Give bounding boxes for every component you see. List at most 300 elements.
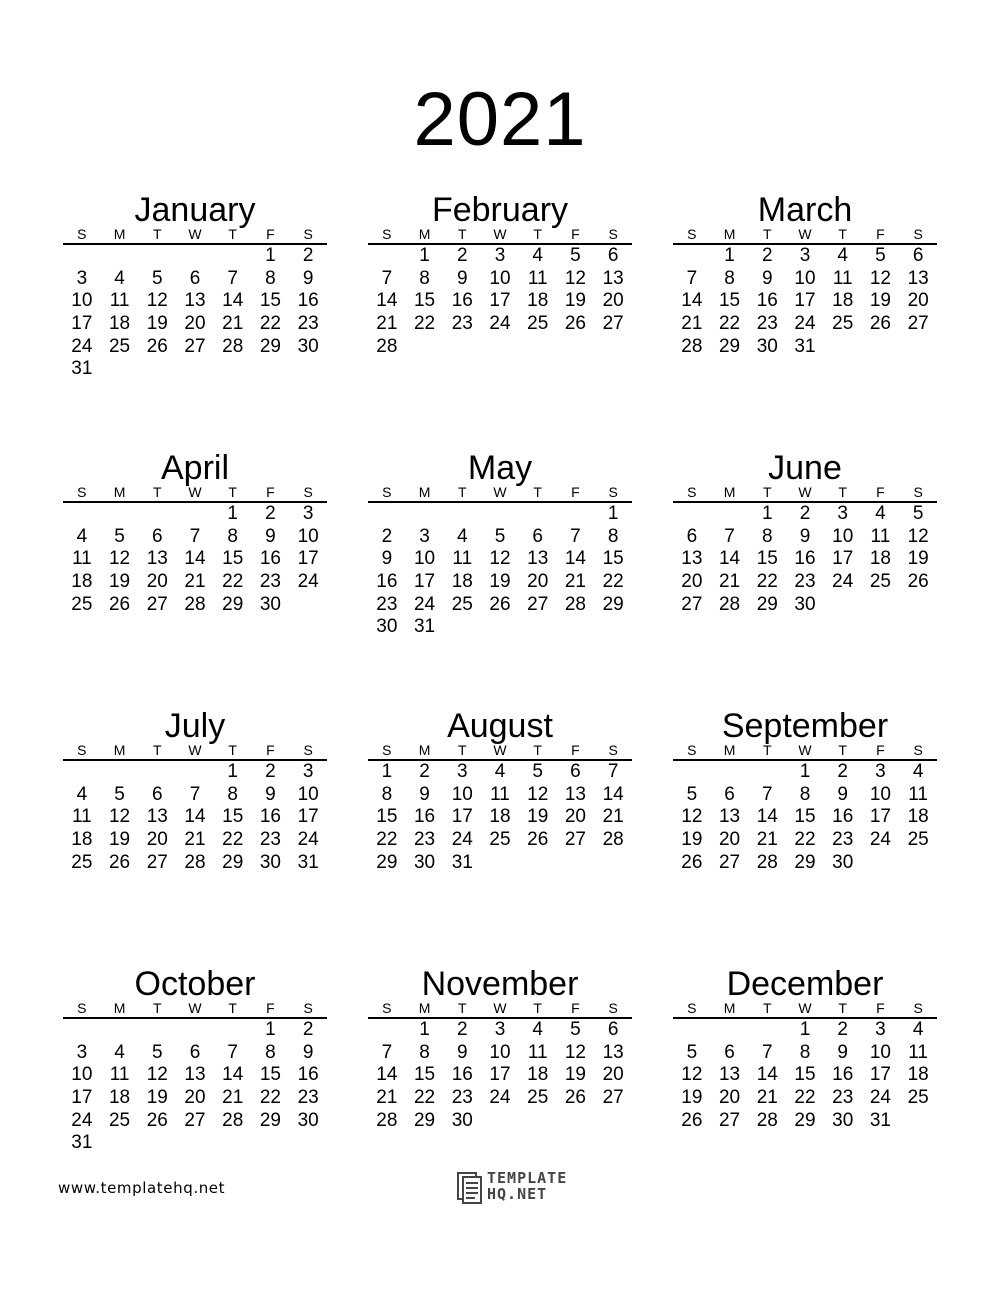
weekday-header: S bbox=[608, 742, 618, 758]
day-grid bbox=[673, 503, 937, 616]
day-cell: 25 bbox=[527, 1087, 549, 1109]
day-cell: 11 bbox=[870, 525, 891, 547]
month-name: November bbox=[421, 965, 579, 1003]
empty-day-cell bbox=[368, 1019, 406, 1042]
day-cell: 24 bbox=[869, 829, 891, 851]
day-cell: 19 bbox=[146, 313, 168, 335]
day-grid bbox=[63, 245, 327, 381]
weekday-header: S bbox=[77, 742, 87, 758]
weekday-header: M bbox=[723, 226, 736, 242]
day-cell: 3 bbox=[494, 245, 506, 266]
day-cell: 12 bbox=[564, 1041, 586, 1063]
day-cell: 21 bbox=[718, 571, 741, 593]
day-cell: 15 bbox=[794, 806, 816, 828]
day-cell: 26 bbox=[681, 851, 703, 873]
day-cell: 13 bbox=[184, 290, 206, 312]
footer-url[interactable]: www.templatehq.net bbox=[58, 1179, 226, 1197]
logo-line-2: HQ.NET bbox=[487, 1185, 548, 1203]
weekday-header: T bbox=[533, 226, 542, 242]
day-cell: 31 bbox=[869, 1109, 891, 1131]
day-cell: 9 bbox=[837, 783, 848, 805]
month-name: August bbox=[447, 707, 553, 745]
weekday-header: S bbox=[687, 742, 697, 758]
day-cell: 28 bbox=[718, 593, 741, 615]
weekday-header: T bbox=[153, 226, 162, 242]
day-cell: 20 bbox=[527, 571, 549, 593]
day-cell: 26 bbox=[108, 593, 131, 615]
day-cell: 4 bbox=[875, 503, 886, 524]
day-cell: 21 bbox=[681, 313, 703, 335]
day-cell: 19 bbox=[681, 1087, 703, 1109]
day-cell: 8 bbox=[265, 267, 276, 289]
day-cell: 18 bbox=[451, 571, 473, 593]
day-cell: 14 bbox=[564, 548, 586, 570]
day-cell: 7 bbox=[227, 267, 238, 289]
weekday-header: S bbox=[77, 226, 87, 242]
day-cell: 29 bbox=[222, 593, 244, 615]
empty-day-cell bbox=[63, 245, 101, 268]
day-cell: 15 bbox=[222, 548, 244, 570]
day-cell: 2 bbox=[799, 503, 811, 524]
day-cell: 11 bbox=[452, 548, 473, 570]
day-cell: 14 bbox=[184, 548, 206, 570]
weekday-header: W bbox=[798, 1000, 812, 1016]
weekday-header: W bbox=[188, 1000, 202, 1016]
day-grid bbox=[368, 245, 632, 358]
day-cell: 8 bbox=[799, 1041, 811, 1063]
day-cell: 27 bbox=[564, 829, 586, 851]
day-cell: 14 bbox=[602, 783, 624, 805]
day-cell: 27 bbox=[146, 593, 168, 615]
day-cell: 7 bbox=[381, 267, 393, 289]
day-cell: 20 bbox=[718, 1087, 741, 1109]
day-cell: 21 bbox=[756, 1087, 778, 1109]
day-cell: 23 bbox=[832, 829, 854, 851]
weekday-header: T bbox=[228, 742, 237, 758]
day-cell: 21 bbox=[756, 829, 778, 851]
empty-day-cell bbox=[214, 245, 252, 268]
day-cell: 13 bbox=[907, 267, 929, 289]
weekday-header: S bbox=[303, 1000, 313, 1016]
day-cell: 22 bbox=[794, 829, 816, 851]
day-cell: 27 bbox=[184, 335, 206, 357]
month-november bbox=[368, 964, 632, 1132]
day-cell: 8 bbox=[607, 525, 619, 547]
day-cell: 5 bbox=[532, 761, 543, 782]
day-cell: 27 bbox=[718, 851, 741, 873]
weekday-header: M bbox=[418, 484, 431, 500]
day-cell: 2 bbox=[837, 761, 848, 782]
weekday-header: M bbox=[113, 742, 126, 758]
day-cell: 10 bbox=[832, 525, 854, 547]
day-cell: 25 bbox=[527, 313, 549, 335]
month-name: April bbox=[160, 449, 230, 487]
day-cell: 21 bbox=[564, 571, 586, 593]
day-cell: 28 bbox=[184, 593, 206, 615]
day-cell: 29 bbox=[259, 1109, 281, 1131]
day-cell: 22 bbox=[259, 1087, 281, 1109]
empty-day-cell bbox=[63, 761, 101, 784]
day-cell: 8 bbox=[381, 783, 393, 805]
empty-day-cell bbox=[138, 245, 176, 268]
day-cell: 31 bbox=[413, 616, 436, 638]
month-name: February bbox=[431, 191, 569, 229]
day-cell: 2 bbox=[381, 525, 393, 547]
day-cell: 22 bbox=[602, 571, 624, 593]
weekday-header: M bbox=[418, 742, 431, 758]
day-cell: 6 bbox=[532, 525, 543, 547]
day-cell: 12 bbox=[108, 548, 131, 570]
day-cell: 27 bbox=[602, 313, 624, 335]
day-cell: 13 bbox=[718, 806, 741, 828]
day-cell: 13 bbox=[602, 1041, 624, 1063]
day-cell: 5 bbox=[570, 245, 581, 266]
day-cell: 17 bbox=[451, 806, 473, 828]
empty-day-cell bbox=[711, 1019, 749, 1042]
weekday-header: S bbox=[913, 226, 923, 242]
month-name: October bbox=[134, 965, 256, 1003]
month-name: May bbox=[467, 449, 533, 487]
month-name: December bbox=[726, 965, 884, 1003]
day-cell: 3 bbox=[419, 525, 430, 547]
day-cell: 28 bbox=[681, 335, 703, 357]
day-cell: 11 bbox=[71, 806, 92, 828]
day-cell: 16 bbox=[794, 548, 816, 570]
weekday-header: T bbox=[533, 1000, 542, 1016]
day-cell: 21 bbox=[184, 829, 206, 851]
day-cell: 5 bbox=[686, 783, 698, 805]
day-cell: 20 bbox=[602, 1064, 624, 1086]
day-cell: 8 bbox=[724, 267, 735, 289]
day-cell: 4 bbox=[76, 525, 88, 547]
empty-day-cell bbox=[214, 1019, 252, 1042]
day-cell: 14 bbox=[376, 290, 398, 312]
empty-day-cell bbox=[481, 503, 519, 526]
weekday-header: S bbox=[608, 484, 618, 500]
day-cell: 25 bbox=[108, 335, 131, 357]
weekday-header: S bbox=[382, 742, 392, 758]
day-cell: 19 bbox=[108, 571, 131, 593]
empty-day-cell bbox=[176, 761, 214, 784]
day-cell: 16 bbox=[297, 290, 319, 312]
day-cell: 15 bbox=[413, 1064, 436, 1086]
weekday-header: S bbox=[303, 484, 313, 500]
weekday-header: F bbox=[571, 742, 580, 758]
weekday-header: T bbox=[153, 742, 162, 758]
day-cell: 23 bbox=[297, 313, 319, 335]
day-cell: 18 bbox=[527, 290, 549, 312]
day-cell: 28 bbox=[184, 851, 206, 873]
day-cell: 26 bbox=[907, 571, 929, 593]
day-cell: 12 bbox=[527, 783, 549, 805]
day-cell: 10 bbox=[297, 525, 319, 547]
empty-day-cell bbox=[176, 245, 214, 268]
month-july bbox=[63, 706, 327, 874]
day-cell: 9 bbox=[381, 548, 393, 570]
day-cell: 2 bbox=[265, 761, 276, 782]
empty-day-cell bbox=[138, 761, 176, 784]
day-cell: 6 bbox=[189, 267, 201, 289]
day-cell: 16 bbox=[832, 806, 854, 828]
month-name: June bbox=[768, 449, 842, 487]
day-cell: 29 bbox=[413, 1109, 436, 1131]
day-cell: 24 bbox=[297, 571, 319, 593]
day-cell: 7 bbox=[189, 525, 201, 547]
day-cell: 16 bbox=[756, 290, 778, 312]
weekday-header: T bbox=[838, 484, 847, 500]
weekday-header: T bbox=[228, 226, 237, 242]
day-cell: 12 bbox=[681, 1064, 703, 1086]
weekday-header-row bbox=[63, 225, 327, 245]
day-cell: 4 bbox=[912, 761, 924, 782]
day-cell: 28 bbox=[602, 829, 624, 851]
day-cell: 24 bbox=[832, 571, 854, 593]
day-cell: 30 bbox=[451, 1109, 473, 1131]
day-cell: 12 bbox=[146, 290, 168, 312]
day-cell: 4 bbox=[912, 1019, 924, 1040]
day-cell: 17 bbox=[832, 548, 854, 570]
day-cell: 18 bbox=[869, 548, 891, 570]
day-cell: 20 bbox=[564, 806, 586, 828]
weekday-header: S bbox=[77, 484, 87, 500]
day-cell: 14 bbox=[756, 1064, 778, 1086]
day-cell: 17 bbox=[794, 290, 816, 312]
weekday-header: S bbox=[303, 742, 313, 758]
day-cell: 10 bbox=[71, 1064, 93, 1086]
day-cell: 19 bbox=[527, 806, 549, 828]
weekday-header: M bbox=[723, 484, 736, 500]
day-cell: 3 bbox=[76, 267, 88, 289]
day-cell: 3 bbox=[875, 1019, 886, 1040]
day-cell: 22 bbox=[756, 571, 778, 593]
day-cell: 17 bbox=[413, 571, 436, 593]
day-cell: 11 bbox=[71, 548, 92, 570]
day-cell: 11 bbox=[527, 267, 548, 289]
day-cell: 31 bbox=[451, 851, 473, 873]
day-cell: 8 bbox=[799, 783, 811, 805]
day-cell: 21 bbox=[602, 806, 624, 828]
month-may bbox=[368, 448, 632, 639]
weekday-header: T bbox=[838, 1000, 847, 1016]
day-cell: 20 bbox=[681, 571, 703, 593]
day-cell: 10 bbox=[297, 783, 319, 805]
day-cell: 12 bbox=[681, 806, 703, 828]
weekday-header: S bbox=[913, 742, 923, 758]
day-cell: 24 bbox=[297, 829, 319, 851]
weekday-header: S bbox=[382, 484, 392, 500]
day-grid bbox=[368, 761, 632, 874]
day-cell: 3 bbox=[456, 761, 468, 782]
weekday-header: T bbox=[763, 1000, 772, 1016]
weekday-header: T bbox=[458, 742, 467, 758]
day-cell: 15 bbox=[259, 290, 281, 312]
empty-day-cell bbox=[368, 503, 406, 526]
day-cell: 14 bbox=[222, 290, 244, 312]
weekday-header-row bbox=[673, 999, 937, 1019]
day-cell: 27 bbox=[527, 593, 549, 615]
day-cell: 19 bbox=[146, 1087, 168, 1109]
day-cell: 4 bbox=[76, 783, 88, 805]
day-cell: 29 bbox=[376, 851, 398, 873]
weekday-header: S bbox=[913, 484, 923, 500]
day-cell: 22 bbox=[413, 313, 436, 335]
day-grid bbox=[673, 1019, 937, 1132]
day-cell: 1 bbox=[381, 761, 393, 782]
day-cell: 16 bbox=[832, 1064, 854, 1086]
day-grid bbox=[368, 1019, 632, 1132]
weekday-header: W bbox=[798, 226, 812, 242]
day-cell: 18 bbox=[108, 313, 131, 335]
month-october bbox=[63, 964, 327, 1155]
day-grid bbox=[63, 761, 327, 874]
day-cell: 11 bbox=[832, 267, 853, 289]
day-cell: 4 bbox=[532, 245, 543, 266]
empty-day-cell bbox=[519, 503, 557, 526]
weekday-header-row bbox=[63, 483, 327, 503]
day-cell: 1 bbox=[724, 245, 735, 266]
empty-day-cell bbox=[748, 1019, 786, 1042]
day-cell: 8 bbox=[265, 1041, 276, 1063]
day-cell: 21 bbox=[222, 313, 244, 335]
day-cell: 23 bbox=[376, 593, 398, 615]
day-cell: 27 bbox=[907, 313, 929, 335]
day-cell: 23 bbox=[756, 313, 778, 335]
weekday-header: T bbox=[458, 226, 467, 242]
day-cell: 13 bbox=[602, 267, 624, 289]
day-cell: 28 bbox=[756, 1109, 778, 1131]
day-cell: 6 bbox=[686, 525, 698, 547]
weekday-header-row bbox=[368, 999, 632, 1019]
day-cell: 11 bbox=[109, 1064, 130, 1086]
day-cell: 2 bbox=[265, 503, 276, 524]
day-cell: 12 bbox=[489, 548, 511, 570]
day-cell: 22 bbox=[222, 571, 244, 593]
month-january bbox=[63, 190, 327, 381]
day-cell: 10 bbox=[451, 783, 473, 805]
day-cell: 11 bbox=[908, 1041, 928, 1063]
weekday-header: F bbox=[876, 484, 885, 500]
day-cell: 27 bbox=[681, 593, 703, 615]
weekday-header: S bbox=[608, 226, 618, 242]
day-cell: 19 bbox=[489, 571, 511, 593]
weekday-header: M bbox=[418, 226, 431, 242]
day-cell: 12 bbox=[907, 525, 929, 547]
day-cell: 20 bbox=[602, 290, 624, 312]
day-cell: 26 bbox=[869, 313, 891, 335]
day-grid bbox=[673, 245, 937, 358]
weekday-header: T bbox=[533, 484, 542, 500]
day-cell: 7 bbox=[189, 783, 201, 805]
weekday-header-row bbox=[368, 483, 632, 503]
day-cell: 24 bbox=[413, 593, 436, 615]
weekday-header: T bbox=[153, 1000, 162, 1016]
day-cell: 23 bbox=[451, 1087, 473, 1109]
day-cell: 19 bbox=[681, 829, 703, 851]
day-cell: 7 bbox=[761, 1041, 773, 1063]
day-cell: 30 bbox=[832, 1109, 854, 1131]
day-cell: 9 bbox=[302, 267, 314, 289]
month-december bbox=[673, 964, 937, 1132]
day-cell: 16 bbox=[297, 1064, 319, 1086]
day-cell: 13 bbox=[681, 548, 703, 570]
day-cell: 25 bbox=[108, 1109, 131, 1131]
day-cell: 13 bbox=[527, 548, 549, 570]
day-cell: 23 bbox=[297, 1087, 319, 1109]
weekday-header: T bbox=[763, 484, 772, 500]
weekday-header-row bbox=[63, 999, 327, 1019]
day-cell: 13 bbox=[146, 548, 168, 570]
day-cell: 2 bbox=[456, 1019, 468, 1040]
day-cell: 30 bbox=[756, 335, 778, 357]
weekday-header: F bbox=[571, 226, 580, 242]
day-cell: 19 bbox=[869, 290, 891, 312]
day-cell: 24 bbox=[869, 1087, 891, 1109]
day-cell: 6 bbox=[189, 1041, 201, 1063]
day-cell: 7 bbox=[607, 761, 619, 782]
day-cell: 7 bbox=[570, 525, 581, 547]
day-grid bbox=[63, 503, 327, 616]
day-cell: 26 bbox=[527, 829, 549, 851]
day-cell: 18 bbox=[71, 571, 93, 593]
day-cell: 12 bbox=[564, 267, 586, 289]
day-cell: 2 bbox=[419, 761, 430, 782]
weekday-header: T bbox=[153, 484, 162, 500]
day-cell: 9 bbox=[265, 783, 276, 805]
weekday-header-row bbox=[673, 741, 937, 761]
day-cell: 10 bbox=[489, 267, 511, 289]
day-cell: 25 bbox=[71, 593, 93, 615]
day-cell: 23 bbox=[832, 1087, 854, 1109]
weekday-header: S bbox=[687, 484, 697, 500]
weekday-header: S bbox=[913, 1000, 923, 1016]
day-cell: 31 bbox=[71, 1132, 93, 1154]
day-cell: 3 bbox=[302, 761, 314, 782]
day-cell: 15 bbox=[718, 290, 741, 312]
day-cell: 7 bbox=[381, 1041, 393, 1063]
day-cell: 24 bbox=[451, 829, 473, 851]
weekday-header: S bbox=[608, 1000, 618, 1016]
weekday-header: S bbox=[687, 226, 697, 242]
weekday-header: T bbox=[763, 742, 772, 758]
empty-day-cell bbox=[101, 761, 139, 784]
empty-day-cell bbox=[673, 1019, 711, 1042]
day-cell: 29 bbox=[222, 851, 244, 873]
month-name: March bbox=[757, 191, 853, 229]
day-cell: 7 bbox=[761, 783, 773, 805]
weekday-header: F bbox=[266, 226, 275, 242]
empty-day-cell bbox=[63, 1019, 101, 1042]
day-cell: 10 bbox=[794, 267, 816, 289]
day-cell: 18 bbox=[527, 1064, 549, 1086]
day-cell: 14 bbox=[681, 290, 703, 312]
day-cell: 20 bbox=[146, 829, 168, 851]
day-cell: 31 bbox=[71, 358, 93, 380]
day-cell: 18 bbox=[907, 1064, 929, 1086]
weekday-header: T bbox=[838, 742, 847, 758]
day-cell: 27 bbox=[718, 1109, 741, 1131]
day-cell: 5 bbox=[912, 503, 924, 524]
weekday-header: W bbox=[188, 226, 202, 242]
day-cell: 22 bbox=[413, 1087, 436, 1109]
day-cell: 28 bbox=[756, 851, 778, 873]
day-cell: 7 bbox=[227, 1041, 238, 1063]
weekday-header: W bbox=[798, 484, 812, 500]
day-cell: 4 bbox=[837, 245, 848, 266]
day-cell: 16 bbox=[413, 806, 436, 828]
day-cell: 4 bbox=[114, 1041, 125, 1063]
weekday-header: T bbox=[458, 1000, 467, 1016]
day-cell: 25 bbox=[451, 593, 473, 615]
